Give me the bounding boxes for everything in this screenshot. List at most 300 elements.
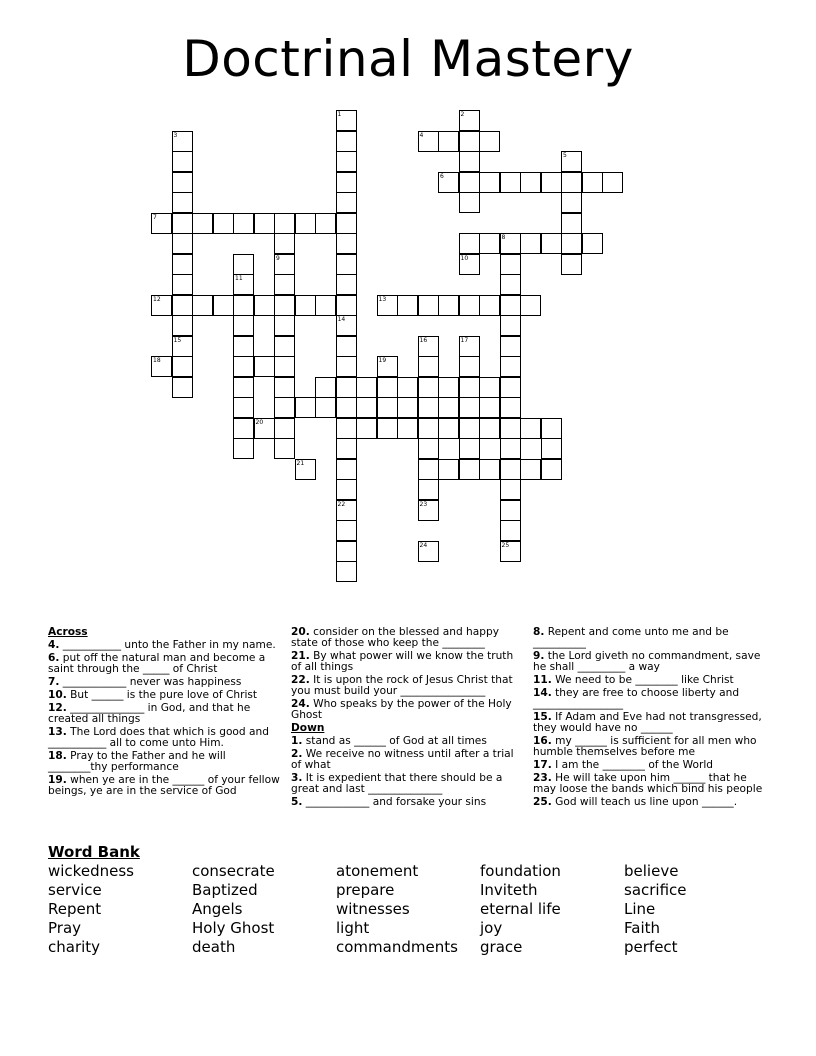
grid-cell[interactable]	[213, 213, 234, 234]
clue-number: 17.	[533, 759, 552, 771]
grid-cell[interactable]	[151, 213, 172, 234]
clue-number: 3	[173, 131, 178, 139]
clue-number: 16.	[533, 735, 552, 747]
clue-number: 25	[501, 541, 510, 549]
clue-number: 12	[153, 295, 161, 303]
clue	[48, 703, 286, 725]
word-bank	[48, 862, 768, 957]
clue-number: 24.	[291, 698, 310, 710]
clue-text: Pray to the Father and he will ________thy performance	[48, 750, 226, 773]
grid-cell[interactable]	[233, 336, 254, 357]
grid-cell[interactable]	[397, 418, 418, 439]
clue	[291, 627, 516, 649]
clue-number: 15.	[533, 711, 552, 723]
grid-cell[interactable]	[172, 192, 193, 213]
grid-cell[interactable]	[459, 254, 480, 275]
clue	[533, 773, 768, 795]
grid-cell[interactable]	[315, 377, 336, 398]
clue	[291, 675, 516, 697]
clue-text: ____________ and forsake your sins	[302, 796, 487, 808]
down-heading: Down	[291, 722, 325, 734]
clue-number: 25.	[533, 796, 552, 808]
clue	[533, 797, 768, 808]
grid-cell[interactable]	[479, 459, 500, 480]
grid-cell[interactable]	[336, 438, 357, 459]
grid-cell[interactable]	[520, 459, 541, 480]
grid-cell[interactable]	[500, 295, 521, 316]
grid-cell[interactable]	[541, 418, 562, 439]
word-bank-item: Angels	[192, 900, 243, 918]
word-bank-item: Faith	[624, 919, 660, 937]
grid-cell[interactable]	[459, 192, 480, 213]
word-bank-item: death	[192, 938, 236, 956]
clue-number: 22.	[291, 674, 310, 686]
clues-column-2	[291, 627, 516, 810]
clue-number: 18	[153, 357, 161, 364]
grid-cell[interactable]	[520, 172, 541, 193]
grid-cell[interactable]	[438, 418, 459, 439]
grid-cell[interactable]	[233, 315, 254, 336]
grid-cell[interactable]	[336, 213, 357, 234]
grid-cell[interactable]	[418, 131, 439, 152]
clue-number: 4.	[48, 639, 60, 651]
clue-number: 18.	[48, 750, 67, 762]
clue	[291, 773, 516, 795]
clue	[533, 627, 768, 649]
clue-text: If Adam and Eve had not transgressed, they would have no ______	[533, 711, 762, 734]
grid-cell[interactable]	[172, 213, 193, 234]
clue-number: 19.	[48, 774, 67, 786]
grid-cell[interactable]	[602, 172, 623, 193]
grid-cell[interactable]	[479, 172, 500, 193]
grid-cell[interactable]	[561, 213, 582, 234]
grid-cell[interactable]	[418, 500, 439, 521]
grid-cell[interactable]	[172, 131, 193, 152]
grid-cell[interactable]	[295, 213, 316, 234]
word-bank-item: Line	[624, 900, 656, 918]
grid-cell[interactable]	[459, 418, 480, 439]
grid-cell[interactable]	[418, 541, 439, 562]
grid-cell[interactable]	[500, 315, 521, 336]
grid-cell[interactable]	[561, 233, 582, 254]
grid-cell[interactable]	[336, 397, 357, 418]
grid-cell[interactable]	[561, 151, 582, 172]
clue-number: 23	[419, 500, 428, 508]
clue-number: 13.	[48, 726, 67, 738]
grid-cell[interactable]	[172, 274, 193, 295]
word-bank-title: Word Bank	[48, 843, 140, 861]
clue	[533, 712, 768, 734]
grid-cell[interactable]	[479, 377, 500, 398]
clue	[291, 651, 516, 673]
word-bank-item: witnesses	[336, 900, 410, 918]
clue-text: ______________ in God, and that he created all things	[48, 702, 251, 725]
grid-cell[interactable]	[541, 459, 562, 480]
grid-cell[interactable]	[172, 151, 193, 172]
clue	[48, 677, 286, 688]
clue-number: 21	[296, 459, 305, 467]
grid-cell[interactable]	[336, 151, 357, 172]
grid-cell[interactable]	[151, 356, 172, 377]
grid-cell[interactable]	[520, 233, 541, 254]
word-bank-item: perfect	[624, 938, 678, 956]
grid-cell[interactable]	[397, 295, 418, 316]
grid-cell[interactable]	[459, 233, 480, 254]
clue-text: God will teach us line upon ______.	[551, 796, 738, 808]
grid-cell[interactable]	[356, 377, 377, 398]
clue-number: 13	[378, 295, 387, 303]
grid-cell[interactable]	[274, 295, 295, 316]
grid-cell[interactable]	[418, 295, 439, 316]
clue-number: 10.	[48, 689, 67, 701]
clue-text: We receive no witness until after a trial of what	[291, 748, 514, 771]
grid-cell[interactable]	[500, 520, 521, 541]
grid-cell[interactable]	[418, 438, 439, 459]
grid-cell[interactable]	[336, 459, 357, 480]
grid-cell[interactable]	[479, 295, 500, 316]
clue	[291, 749, 516, 771]
grid-cell[interactable]	[397, 397, 418, 418]
grid-cell[interactable]	[459, 377, 480, 398]
grid-cell[interactable]	[274, 377, 295, 398]
clue-number: 15	[173, 336, 182, 344]
clue-text: stand as ______ of God at all times	[302, 735, 487, 747]
grid-cell[interactable]	[233, 274, 254, 295]
clues-column-3	[533, 627, 768, 810]
clue-number: 20.	[291, 626, 310, 638]
clue-number: 7.	[48, 676, 60, 688]
grid-cell[interactable]	[233, 377, 254, 398]
grid-cell[interactable]	[459, 397, 480, 418]
grid-cell[interactable]	[233, 295, 254, 316]
grid-cell[interactable]	[274, 315, 295, 336]
clue	[48, 751, 286, 773]
clue-text: consider on the blessed and happy state of those who keep the ________	[291, 626, 499, 649]
clue-text: Repent and come unto me and be __________	[533, 626, 729, 649]
page-title: Doctrinal Mastery	[182, 30, 634, 88]
clue-text: ____________ never was happiness	[59, 676, 242, 688]
clue	[533, 651, 768, 673]
clue-number: 17	[460, 336, 469, 344]
word-bank-item: consecrate	[192, 862, 275, 880]
grid-cell[interactable]	[438, 459, 459, 480]
grid-cell[interactable]	[254, 213, 275, 234]
word-bank-item: wickedness	[48, 862, 134, 880]
clue	[48, 775, 286, 797]
grid-cell[interactable]	[582, 172, 603, 193]
across-heading: Across	[48, 626, 88, 638]
word-bank-item: commandments	[336, 938, 458, 956]
clue-number: 19	[378, 357, 387, 364]
grid-cell[interactable]	[541, 438, 562, 459]
grid-cell[interactable]	[500, 172, 521, 193]
clue-number: 10	[460, 254, 469, 262]
clue-number: 23.	[533, 772, 552, 784]
grid-cell[interactable]	[172, 336, 193, 357]
grid-cell[interactable]	[377, 418, 398, 439]
grid-cell[interactable]	[233, 397, 254, 418]
grid-cell[interactable]	[336, 520, 357, 541]
grid-cell[interactable]	[561, 254, 582, 275]
clue-text: they are free to choose liberty and _________________	[533, 687, 740, 710]
grid-cell[interactable]	[377, 397, 398, 418]
grid-cell[interactable]	[192, 295, 213, 316]
clue	[48, 727, 286, 749]
grid-cell[interactable]	[233, 254, 254, 275]
grid-cell[interactable]	[295, 397, 316, 418]
clue-text: when ye are in the ______ of your fellow beings, ye are in the service of God	[48, 774, 280, 797]
clue	[48, 640, 286, 651]
grid-cell[interactable]	[418, 336, 439, 357]
clue-text: Who speaks by the power of the Holy Ghost	[291, 698, 512, 721]
clue	[533, 760, 768, 771]
grid-cell[interactable]	[561, 172, 582, 193]
clue	[48, 653, 286, 675]
grid-cell[interactable]	[520, 418, 541, 439]
grid-cell[interactable]	[356, 397, 377, 418]
grid-cell[interactable]	[315, 213, 336, 234]
across-clue-list	[48, 640, 286, 797]
clue-number: 8	[501, 234, 506, 241]
clue-number: 3.	[291, 772, 303, 784]
across-clue-list-continued	[291, 627, 516, 721]
grid-cell[interactable]	[274, 438, 295, 459]
clue-text: The Lord does that which is good and ___________ all to come unto Him.	[48, 726, 269, 749]
grid-cell[interactable]	[213, 295, 234, 316]
grid-cell[interactable]	[336, 295, 357, 316]
grid-cell[interactable]	[582, 233, 603, 254]
word-bank-item: joy	[480, 919, 503, 937]
grid-cell[interactable]	[274, 336, 295, 357]
grid-cell[interactable]	[172, 295, 193, 316]
grid-cell[interactable]	[500, 438, 521, 459]
grid-cell[interactable]	[336, 233, 357, 254]
grid-cell[interactable]	[418, 377, 439, 398]
grid-cell[interactable]	[336, 377, 357, 398]
grid-cell[interactable]	[377, 356, 398, 377]
clue-text: It is expedient that there should be a great and last ______________	[291, 772, 503, 795]
grid-cell[interactable]	[274, 254, 295, 275]
grid-cell[interactable]	[479, 397, 500, 418]
word-bank-item: atonement	[336, 862, 419, 880]
grid-cell[interactable]	[459, 110, 480, 131]
clue-number: 20	[255, 418, 264, 426]
grid-cell[interactable]	[459, 459, 480, 480]
word-bank-item: prepare	[336, 881, 395, 899]
clue-number: 21.	[291, 650, 310, 662]
word-bank-item: light	[336, 919, 370, 937]
grid-cell[interactable]	[459, 131, 480, 152]
grid-cell[interactable]	[336, 172, 357, 193]
grid-cell[interactable]	[295, 295, 316, 316]
grid-cell[interactable]	[500, 377, 521, 398]
grid-cell[interactable]	[233, 418, 254, 439]
clue	[291, 736, 516, 747]
grid-cell[interactable]	[500, 233, 521, 254]
grid-cell[interactable]	[438, 295, 459, 316]
clue-text: put off the natural man and become a saint through the _____ of Christ	[48, 652, 266, 675]
grid-cell[interactable]	[459, 356, 480, 377]
clue-number: 24	[419, 541, 428, 549]
grid-cell[interactable]	[233, 438, 254, 459]
clue-number: 11.	[533, 674, 552, 686]
clue-text: But ______ is the pure love of Christ	[66, 689, 258, 701]
clue-text: I am the ________ of the World	[551, 759, 714, 771]
grid-cell[interactable]	[336, 541, 357, 562]
grid-cell[interactable]	[172, 315, 193, 336]
clue-text: By what power will we know the truth of all things	[291, 650, 514, 673]
clue-text: my ______ is sufficient for all men who humble themselves before me	[533, 735, 757, 758]
grid-cell[interactable]	[418, 418, 439, 439]
word-bank-item: believe	[624, 862, 679, 880]
grid-cell[interactable]	[418, 356, 439, 377]
grid-cell[interactable]	[274, 213, 295, 234]
grid-cell[interactable]	[254, 356, 275, 377]
clue-number: 22	[337, 500, 346, 508]
grid-cell[interactable]	[500, 254, 521, 275]
grid-cell[interactable]	[172, 233, 193, 254]
clue	[533, 675, 768, 686]
clue-number: 7	[153, 213, 157, 221]
clue-number: 2	[460, 111, 465, 118]
grid-cell[interactable]	[500, 418, 521, 439]
grid-cell[interactable]	[356, 418, 377, 439]
grid-cell[interactable]	[315, 397, 336, 418]
grid-cell[interactable]	[172, 172, 193, 193]
grid-cell[interactable]	[438, 172, 459, 193]
grid-cell[interactable]	[418, 459, 439, 480]
grid-cell[interactable]	[459, 336, 480, 357]
clue	[533, 736, 768, 758]
word-bank-item: foundation	[480, 862, 561, 880]
grid-cell[interactable]	[336, 479, 357, 500]
clue-text: He will take upon him ______ that he may loose the bands which bind his people	[533, 772, 763, 795]
grid-cell[interactable]	[336, 110, 357, 131]
grid-cell[interactable]	[172, 254, 193, 275]
grid-cell[interactable]	[336, 315, 357, 336]
grid-cell[interactable]	[233, 213, 254, 234]
grid-cell[interactable]	[233, 356, 254, 377]
grid-cell[interactable]	[500, 500, 521, 521]
grid-cell[interactable]	[500, 397, 521, 418]
grid-cell[interactable]	[336, 561, 357, 582]
word-bank-item: Pray	[48, 919, 82, 937]
down-clue-list-continued	[533, 627, 768, 808]
grid-cell[interactable]	[336, 274, 357, 295]
clue	[291, 797, 516, 808]
clue-text: We need to be ________ like Christ	[551, 674, 734, 686]
grid-cell[interactable]	[172, 356, 193, 377]
grid-cell[interactable]	[377, 295, 398, 316]
grid-cell[interactable]	[500, 356, 521, 377]
grid-cell[interactable]	[459, 172, 480, 193]
word-bank-item: service	[48, 881, 102, 899]
grid-cell[interactable]	[541, 233, 562, 254]
grid-cell[interactable]	[254, 418, 275, 439]
grid-cell[interactable]	[418, 479, 439, 500]
grid-cell[interactable]	[172, 377, 193, 398]
grid-cell[interactable]	[377, 377, 398, 398]
grid-cell[interactable]	[295, 459, 316, 480]
grid-cell[interactable]	[274, 274, 295, 295]
grid-cell[interactable]	[561, 192, 582, 213]
clue	[48, 690, 286, 701]
clue-number: 6.	[48, 652, 60, 664]
grid-cell[interactable]	[336, 500, 357, 521]
grid-cell[interactable]	[418, 397, 439, 418]
clue-number: 12.	[48, 702, 67, 714]
clue-number: 14.	[533, 687, 552, 699]
clue-number: 14	[337, 316, 346, 323]
grid-cell[interactable]	[315, 295, 336, 316]
word-bank-item: Baptized	[192, 881, 258, 899]
grid-cell[interactable]	[459, 438, 480, 459]
grid-cell[interactable]	[479, 233, 500, 254]
grid-cell[interactable]	[192, 213, 213, 234]
clue	[533, 688, 768, 710]
grid-cell[interactable]	[459, 151, 480, 172]
grid-cell[interactable]	[274, 397, 295, 418]
grid-cell[interactable]	[438, 377, 459, 398]
down-clue-list	[291, 736, 516, 808]
grid-cell[interactable]	[274, 233, 295, 254]
grid-cell[interactable]	[500, 459, 521, 480]
grid-cell[interactable]	[274, 356, 295, 377]
grid-cell[interactable]	[459, 295, 480, 316]
grid-cell[interactable]	[500, 541, 521, 562]
grid-cell[interactable]	[336, 131, 357, 152]
grid-cell[interactable]	[151, 295, 172, 316]
word-bank-item: Holy Ghost	[192, 919, 275, 937]
clue-number: 6	[440, 172, 444, 180]
grid-cell[interactable]	[336, 192, 357, 213]
grid-cell[interactable]	[541, 172, 562, 193]
clue-number: 5	[563, 152, 567, 159]
clue-number: 9	[276, 254, 280, 262]
clues-column-1	[48, 627, 286, 799]
clue-number: 2.	[291, 748, 303, 760]
grid-cell[interactable]	[500, 274, 521, 295]
grid-cell[interactable]	[254, 295, 275, 316]
word-bank-item: Inviteth	[480, 881, 538, 899]
clue-number: 8.	[533, 626, 545, 638]
grid-cell[interactable]	[438, 131, 459, 152]
grid-cell[interactable]	[500, 336, 521, 357]
grid-cell[interactable]	[520, 295, 541, 316]
clue-number: 4	[419, 131, 424, 139]
clue-number: 9.	[533, 650, 545, 662]
word-bank-item: charity	[48, 938, 101, 956]
grid-cell[interactable]	[500, 479, 521, 500]
grid-cell[interactable]	[336, 336, 357, 357]
clue-number: 5.	[291, 796, 303, 808]
clue-number: 16	[419, 336, 428, 344]
grid-cell[interactable]	[336, 356, 357, 377]
grid-cell[interactable]	[479, 131, 500, 152]
word-bank-item: sacrifice	[624, 881, 687, 899]
grid-cell[interactable]	[397, 377, 418, 398]
grid-cell[interactable]	[479, 418, 500, 439]
word-bank-item: grace	[480, 938, 523, 956]
grid-cell[interactable]	[438, 397, 459, 418]
clue-text: It is upon the rock of Jesus Christ that you must build your ________________	[291, 674, 513, 697]
grid-cell[interactable]	[336, 254, 357, 275]
grid-cell[interactable]	[336, 418, 357, 439]
clue-text: the Lord giveth no commandment, save he shall _________ a way	[533, 650, 761, 673]
word-bank-item: Repent	[48, 900, 102, 918]
word-bank-item: eternal life	[480, 900, 561, 918]
grid-cell[interactable]	[274, 418, 295, 439]
